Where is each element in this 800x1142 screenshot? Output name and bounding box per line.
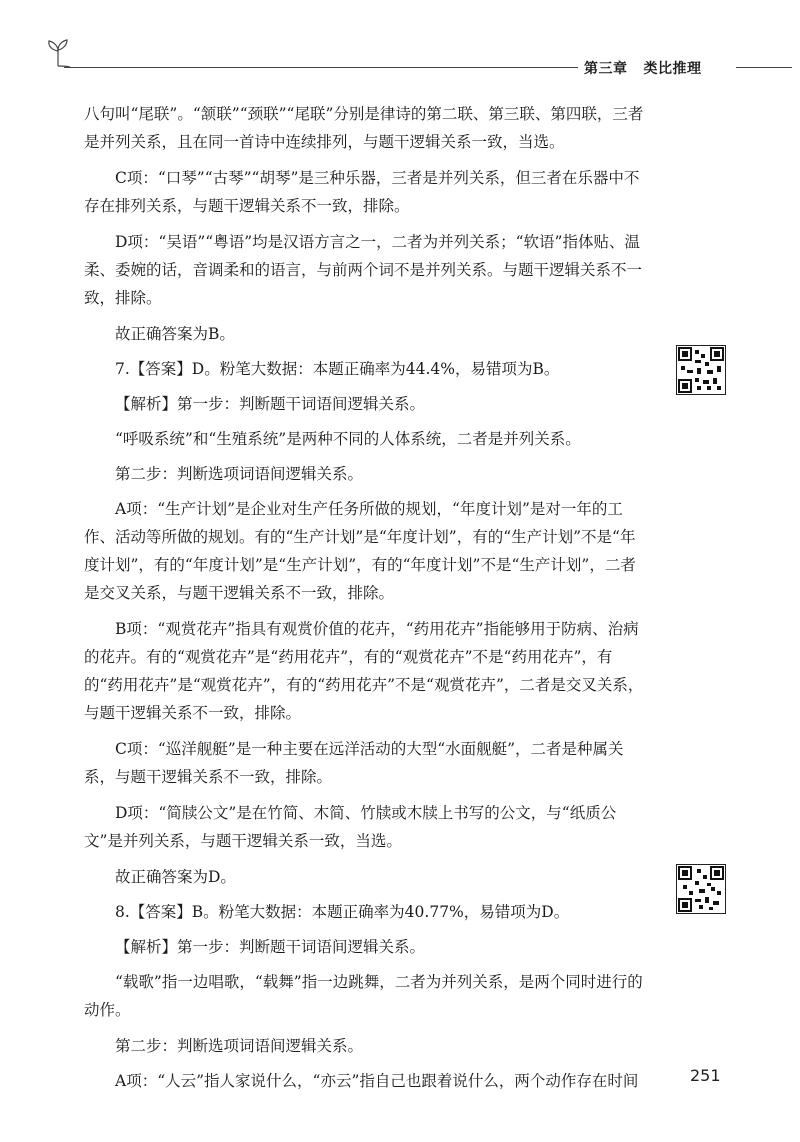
qr-code-icon[interactable] — [676, 345, 726, 395]
analysis-7: 【解析】第一步：判断题干词语间逻辑关系。 — [115, 395, 426, 413]
page-header — [0, 0, 800, 80]
section-label: 类比推理 — [643, 61, 702, 77]
paragraph: 故正确答案为B。 — [115, 325, 235, 343]
header-rule-right — [736, 67, 792, 68]
paragraph: A项：“生产计划”是企业对生产任务所做的规划，“年度计划”是对一年的工作、活动等所做的规划。有的“生产计划”是“年度计划”，有的“生产计划”不是“年度计划”，有的“年度计划”是“生产计划”，有的“年度计划”不是“生产计划”，二者是交叉关系，与题干逻辑关系不一致，排除。 — [84, 500, 636, 602]
page-number: 251 — [690, 1066, 721, 1085]
answer-8: 8.【答案】B。粉笔大数据：本题正确率为40.77%，易错项为D。 — [115, 903, 570, 921]
paragraph: D项：“吴语”“粤语”均是汉语方言之一，二者为并列关系；“软语”指体贴、温柔、委婉的话，音调柔和的语言，与前两个词不是并列关系。与题干逻辑关系不一致，排除。 — [84, 233, 643, 307]
analysis-8: 【解析】第一步：判断题干词语间逻辑关系。 — [115, 938, 426, 956]
chapter-title — [584, 58, 718, 78]
paragraph: 第二步：判断选项词语间逻辑关系。 — [115, 1037, 364, 1055]
answer-7: 7.【答案】D。粉笔大数据：本题正确率为44.4%，易错项为B。 — [115, 360, 560, 378]
paragraph: A项：“人云”指人家说什么，“亦云”指自己也跟着说什么，两个动作存在时间 — [115, 1072, 639, 1090]
paragraph: D项：“简牍公文”是在竹简、木简、竹牍或木牍上书写的公文，与“纸质公文”是并列关系，与题干逻辑关系一致，当选。 — [84, 804, 617, 850]
paragraph: C项：“巡洋舰艇”是一种主要在远洋活动的大型“水面舰艇”，二者是种属关系，与题干逻辑关系不一致，排除。 — [84, 740, 624, 786]
paragraph: B项：“观赏花卉”指具有观赏价值的花卉，“药用花卉”指能够用于防病、治病的花卉。有的“观赏花卉”是“药用花卉”，有的“观赏花卉”不是“药用花卉”，有的“药用花卉”是“观赏花卉”，有的“药用花卉”不是“观赏花卉”，二者是交叉关系，与题干逻辑关系不一致，排除。 — [84, 620, 644, 722]
chapter-label: 第三章 — [584, 61, 628, 77]
paragraph: “呼吸系统”和“生殖系统”是两种不同的人体系统，二者是并列关系。 — [115, 430, 581, 448]
paragraph: “载歌”指一边唱歌，“载舞”指一边跳舞，二者为并列关系，是两个同时进行的动作。 — [84, 973, 643, 1019]
paragraph: 八句叫“尾联”。“颔联”“颈联”“尾联”分别是律诗的第二联、第三联、第四联，三者是并列关系，且在同一首诗中连续排列，与题干逻辑关系一致，当选。 — [84, 105, 644, 151]
body-text — [84, 100, 644, 1103]
paragraph: 故正确答案为D。 — [115, 868, 236, 886]
paragraph: 第二步：判断选项词语间逻辑关系。 — [115, 465, 364, 483]
header-rule-left — [64, 67, 578, 68]
paragraph: C项：“口琴”“古琴”“胡琴”是三种乐器，三者是并列关系，但三者在乐器中不存在排列关系，与题干逻辑关系不一致，排除。 — [84, 169, 640, 215]
qr-code-icon[interactable] — [676, 864, 726, 914]
